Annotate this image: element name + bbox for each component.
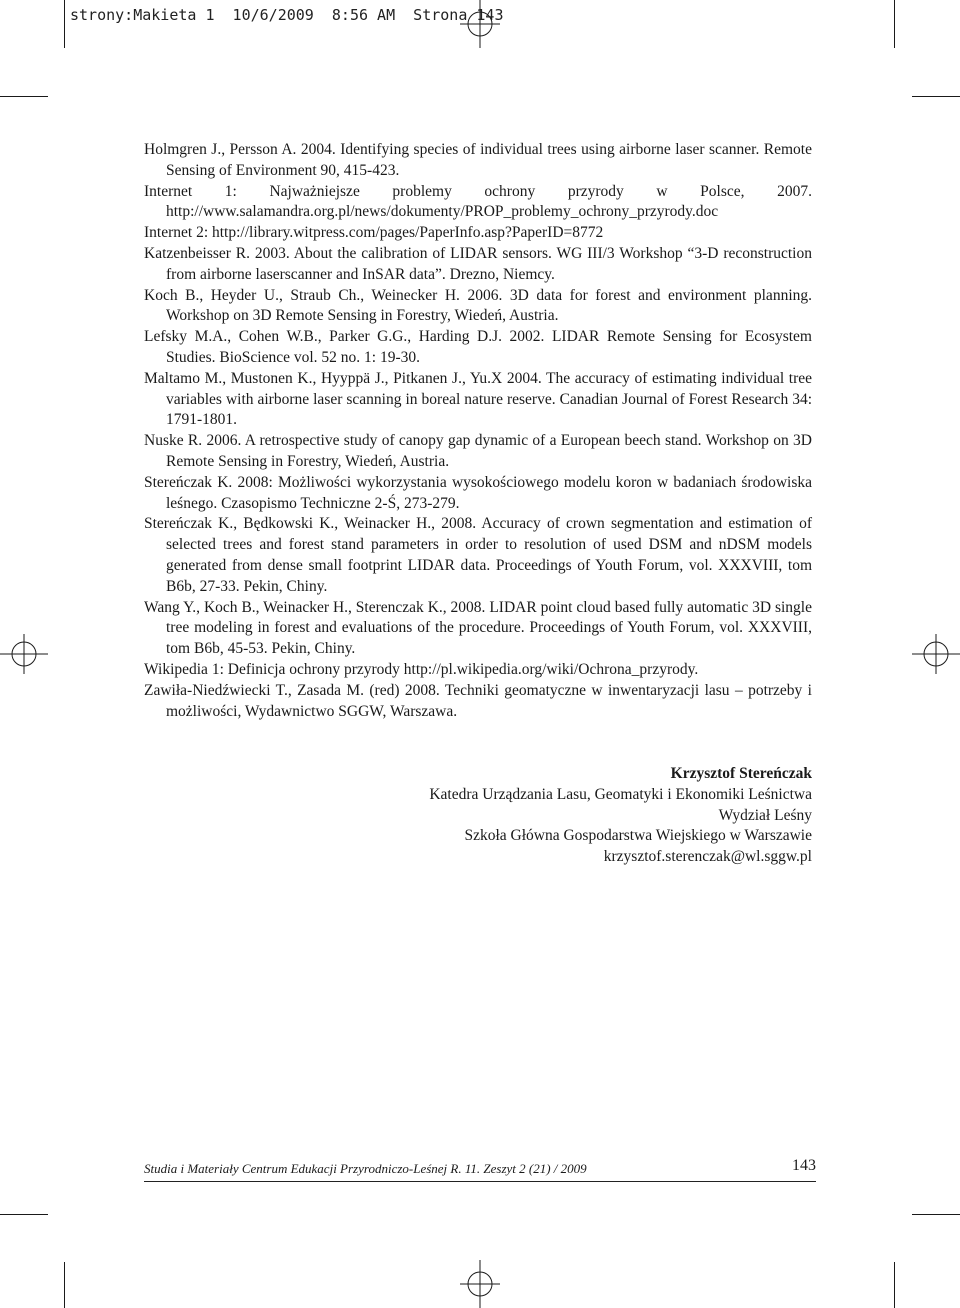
crosshair-circle-icon: [0, 630, 48, 678]
crop-mark-icon: [0, 1214, 48, 1215]
crop-mark-icon: [894, 0, 895, 48]
reference-item: Zawiła-Niedźwiecki T., Zasada M. (red) 2008. Techniki geomatyczne w inwentaryzacji lasu – potrzeby i możliwości, Wydawnictwo SGGW, Warszawa.: [144, 681, 812, 720]
crosshair-circle-icon: [456, 0, 504, 48]
crop-mark-icon: [912, 96, 960, 97]
reference-item: Koch B., Heyder U., Straub Ch., Weinecker H. 2006. 3D data for forest and environment planning. Workshop on 3D Remote Sensing in Forestry, Wiedeń, Austria.: [144, 286, 812, 325]
footer-rule: [144, 1181, 816, 1182]
crop-mark-icon: [64, 0, 65, 48]
reference-item: Wang Y., Koch B., Weinacker H., Sterenczak K., 2008. LIDAR point cloud based fully automatic 3D single tree modeling in forest and evaluations of the procedure. Proceedings of Youth Forum, vol. XXXVIII, tom B6b, 45-53. Pekin, Chiny.: [144, 598, 812, 658]
page-number: 143: [792, 1157, 816, 1174]
reference-item: Maltamo M., Mustonen K., Hyyppä J., Pitkanen J., Yu.X 2004. The accuracy of estimating individual tree variables with airborne laser scanning in boreal nature reserve. Canadian Journal of Forest Research 34: 1791-1801.: [144, 369, 812, 429]
reference-item: Nuske R. 2006. A retrospective study of canopy gap dynamic of a European beech stand. Workshop on 3D Remote Sensing in Forestry, Wiedeń, Austria.: [144, 432, 812, 470]
reference-item: Lefsky M.A., Cohen W.B., Parker G.G., Harding D.J. 2002. LIDAR Remote Sensing for Ecosystem Studies. BioScience vol. 52 no. 1: 19-30.: [144, 328, 812, 366]
crop-mark-icon: [912, 1214, 960, 1215]
reference-item: Holmgren J., Persson A. 2004. Identifying species of individual trees using airborne laser scanner. Remote Sensing of Environment 90, 415-423.: [144, 141, 812, 179]
journal-citation: Studia i Materiały Centrum Edukacji Przyrodniczo-Leśnej R. 11. Zeszyt 2 (21) / 2009: [144, 1161, 587, 1176]
crop-mark-icon: [894, 1262, 895, 1308]
reference-item: Katzenbeisser R. 2003. About the calibration of LIDAR sensors. WG III/3 Workshop “3-D reconstruction from airborne laserscanner and InSAR data”. Drezno, Niemcy.: [144, 244, 812, 283]
reference-item: Internet 2: http://library.witpress.com/pages/PaperInfo.asp?PaperID=8772: [144, 224, 604, 242]
crosshair-circle-icon: [456, 1260, 504, 1308]
reference-item: Stereńczak K. 2008: Możliwości wykorzystania wysokościowego modelu koron w badaniach środowiska leśnego. Czasopismo Techniczne 2-Ś, 273-279.: [144, 473, 812, 512]
author-department: Katedra Urządzania Lasu, Geomatyki i Ekonomiki Leśnictwa: [429, 785, 812, 803]
reference-item: Internet 1: Najważniejsze problemy ochrony przyrody w Polsce, 2007. http://www.salamandra.org.pl/news/dokumenty/PROP_problemy_ochrony_przyrody.doc: [144, 182, 812, 221]
crop-mark-icon: [0, 96, 48, 97]
print-slug-line: strony:Makieta 1 10/6/2009 8:56 AM Strona 143: [70, 6, 504, 24]
author-email: krzysztof.sterenczak@wl.sggw.pl: [603, 848, 812, 866]
author-faculty: Wydział Leśny: [718, 806, 812, 824]
author-university: Szkoła Główna Gospodarstwa Wiejskiego w Warszawie: [464, 827, 812, 845]
author-affiliation: [252, 764, 812, 868]
reference-item: Stereńczak K., Będkowski K., Weinacker H., 2008. Accuracy of crown segmentation and estimation of selected trees and forest stand parameters in order to resolution of used DSM and nDSM models generated from dense small footprint LIDAR data. Proceedings of Youth Forum, vol. XXXVIII, tom B6b, 27-33. Pekin, Chiny.: [144, 515, 812, 595]
reference-list: [144, 140, 812, 722]
crosshair-circle-icon: [912, 630, 960, 678]
reference-item: Wikipedia 1: Definicja ochrony przyrody http://pl.wikipedia.org/wiki/Ochrona_przyrody.: [144, 660, 699, 678]
author-name: Krzysztof Stereńczak: [670, 765, 812, 782]
crop-mark-icon: [64, 1262, 65, 1308]
